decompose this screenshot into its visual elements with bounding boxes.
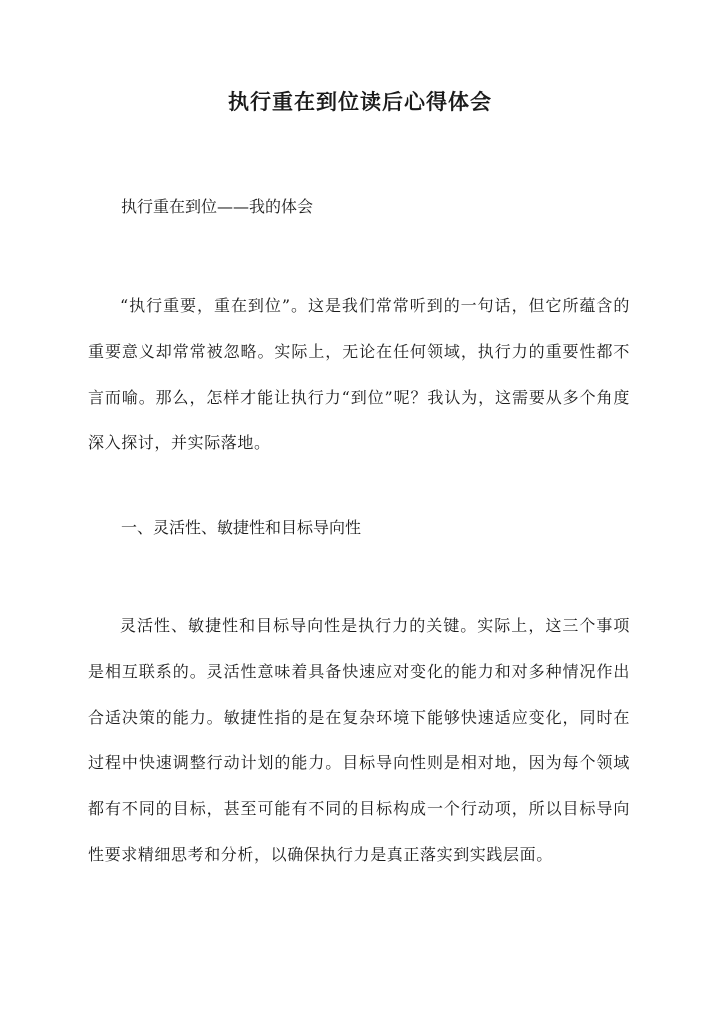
document-subtitle: 执行重在到位——我的体会 [121, 197, 314, 216]
section-paragraph: 灵活性、敏捷性和目标导向性是执行力的关键。实际上，这三个事项是相互联系的。灵活性意味着具备快速应对变化的能力和对多种情况作出合适决策的能力。敏捷性指的是在复杂环境下能够快速适应变化，同时在过程中快速调整行动计划的能力。目标导向性则是相对地，因为每个领域都有不同的目标，甚至可能有不同的目标构成一个行动项，所以目标导向性要求精细思考和分析，以确保执行力是真正落实到实践层面。 [88, 616, 630, 864]
section-heading: 一、灵活性、敏捷性和目标导向性 [121, 518, 362, 537]
document-title: 执行重在到位读后心得体会 [228, 89, 492, 114]
intro-paragraph: “执行重要，重在到位”。这是我们常常听到的一句话，但它所蕴含的重要意义却常常被忽略。实际上，无论在任何领域，执行力的重要性都不言而喻。那么，怎样才能让执行力“到位”呢？我认为，这需要从多个角度深入探讨，并实际落地。 [88, 296, 630, 453]
